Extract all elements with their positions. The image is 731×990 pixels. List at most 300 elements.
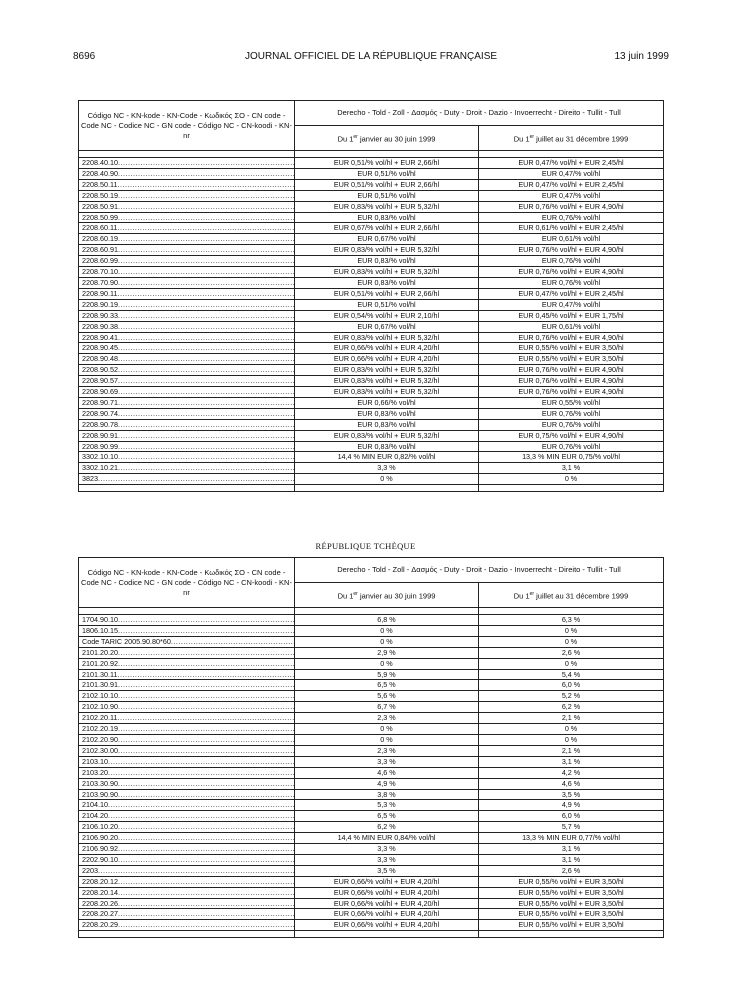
leader-dots [118,376,295,386]
duty-period-2-cell: EUR 0,76/% vol/hl + EUR 4,90/hl [479,245,664,256]
table-row [79,354,664,365]
duty-period-1-cell: 0 % [295,724,479,735]
table-row [79,702,664,713]
duty-period-2-cell: 6,0 % [479,680,664,691]
leader-dots [118,899,295,909]
table-row [79,212,664,223]
table-row [79,234,664,245]
leader-dots [98,866,295,876]
cn-code-cell: 2208.90.91..... [79,430,295,441]
duty-period-2-cell: 5,7 % [479,822,664,833]
cn-code-cell: 2208.70.10..... [79,267,295,278]
cn-code-cell: 2103.90.90..... [79,789,295,800]
duty-period-2-cell: EUR 0,55/% vol/hl + EUR 3,50/hl [479,876,664,887]
leader-dots [118,245,295,255]
duty-period-1-cell: 0 % [295,474,479,485]
duty-period-1-cell: EUR 0,83/% vol/hl [295,419,479,430]
duty-period-1-cell: 3,3 % [295,463,479,474]
duty-period-2-cell: EUR 0,76/% vol/hl [479,408,664,419]
duty-period-2-cell: EUR 0,76/% vol/hl + EUR 4,90/hl [479,201,664,212]
cn-code-cell: 1704.90.10..... [79,615,295,626]
leader-dots [118,387,295,397]
duty-period-1-cell: 5,9 % [295,669,479,680]
cn-code-cell: 2208.90.11..... [79,288,295,299]
cn-code-cell: 2208.90.74..... [79,408,295,419]
leader-dots [108,811,295,821]
cn-code-cell: 2104.20..... [79,811,295,822]
cn-code-cell: 2208.90.41..... [79,332,295,343]
cn-code-cell: 2208.50.11..... [79,179,295,190]
table-row [79,854,664,865]
duty-period-1-cell: EUR 0,83/% vol/hl + EUR 5,32/hl [295,267,479,278]
duty-period-2-cell: EUR 0,47/% vol/hl [479,168,664,179]
duty-period-2-cell: 2,1 % [479,713,664,724]
duty-period-1-cell: EUR 0,66/% vol/hl + EUR 4,20/hl [295,909,479,920]
duty-period-1-cell: 2,9 % [295,647,479,658]
duty-period-2-cell: EUR 0,45/% vol/hl + EUR 1,75/hl [479,310,664,321]
issue-date: 13 juin 1999 [614,51,669,62]
duty-column-header: Derecho - Told - Zoll - Δασμός - Duty - Droit - Dazio - Invoerrecht - Direito - Tullit - Tull [295,101,664,126]
page-number: 8696 [73,51,96,62]
duty-period-2-cell: 4,6 % [479,778,664,789]
table-row [79,713,664,724]
table-row [79,734,664,745]
duty-period-1-cell: 6,5 % [295,811,479,822]
duty-period-1-cell: EUR 0,51/% vol/hl + EUR 2,66/hl [295,179,479,190]
duty-period-1-cell: EUR 0,83/% vol/hl + EUR 5,32/hl [295,201,479,212]
duty-period-2-cell: 4,2 % [479,767,664,778]
duty-period-1-cell: 0 % [295,625,479,636]
leader-dots [118,463,295,473]
table-row [79,669,664,680]
duty-period-1-cell: EUR 0,83/% vol/hl [295,212,479,223]
leader-dots [117,670,294,680]
duty-period-2-cell: 0 % [479,474,664,485]
leader-dots [118,278,295,288]
table-row [79,625,664,636]
duty-period-2-cell: 0 % [479,625,664,636]
duty-period-1-cell: EUR 0,67/% vol/hl + EUR 2,66/hl [295,223,479,234]
leader-dots [118,256,295,266]
duty-period-2-cell: 0 % [479,724,664,735]
leader-dots [118,659,295,669]
duty-period-2-cell: EUR 0,76/% vol/hl + EUR 4,90/hl [479,387,664,398]
duty-period-2-cell: 2,6 % [479,647,664,658]
table-row [79,898,664,909]
leader-dots [118,420,295,430]
table-row [79,299,664,310]
leader-dots [118,888,295,898]
duty-column-header: Derecho - Told - Zoll - Δασμός - Duty - Droit - Dazio - Invoerrecht - Direito - Tullit - Tull [295,558,664,583]
cn-code-cell: 2106.10.20..... [79,822,295,833]
cn-code-cell: 2208.90.38..... [79,321,295,332]
table-row [79,376,664,387]
cn-code-cell: 2208.20.29..... [79,920,295,931]
duty-period-2-cell: 0 % [479,734,664,745]
leader-dots [118,790,295,800]
leader-dots [118,724,295,734]
cn-code-cell: 2102.20.90..... [79,734,295,745]
duty-period-2-cell: 2,6 % [479,865,664,876]
cn-code-cell: 3302.10.10..... [79,452,295,463]
duty-period-2-cell: EUR 0,55/% vol/hl + EUR 3,50/hl [479,898,664,909]
table-row [79,756,664,767]
cn-code-cell: 1806.10.15..... [79,625,295,636]
duty-period-2-cell: 3,1 % [479,463,664,474]
duty-period-2-cell: EUR 0,76/% vol/hl + EUR 4,90/hl [479,376,664,387]
duty-period-1-cell: EUR 0,83/% vol/hl + EUR 5,32/hl [295,387,479,398]
duty-period-2-cell: EUR 0,76/% vol/hl + EUR 4,90/hl [479,365,664,376]
duty-period-1-cell: EUR 0,83/% vol/hl + EUR 5,32/hl [295,365,479,376]
duty-period-1-cell: EUR 0,83/% vol/hl [295,256,479,267]
duty-period-1-cell: EUR 0,51/% vol/hl [295,299,479,310]
duty-period-2-cell: 13,3 % MIN EUR 0,77/% vol/hl [479,833,664,844]
table-row [79,658,664,669]
page-header [73,51,669,65]
cn-code-cell: 2103.20..... [79,767,295,778]
duty-period-2-cell: 3,1 % [479,756,664,767]
table-row [79,430,664,441]
table-row [79,201,664,212]
duty-period-2-cell: 3,1 % [479,844,664,855]
leader-dots [108,800,295,810]
table-row [79,474,664,485]
cn-code-cell: 2203..... [79,865,295,876]
cn-code-cell: 2208.90.45..... [79,343,295,354]
duty-period-1-cell: EUR 0,66/% vol/hl + EUR 4,20/hl [295,354,479,365]
cn-code-cell: 2208.90.71..... [79,397,295,408]
leader-dots [117,223,294,233]
duty-period-2-cell: EUR 0,76/% vol/hl [479,256,664,267]
leader-dots [118,202,295,212]
duty-period-1-cell: 4,9 % [295,778,479,789]
cn-code-cell: 2208.70.90..... [79,277,295,288]
duty-period-1-cell: 0 % [295,734,479,745]
leader-dots [118,626,295,636]
table-2-clip [0,555,731,952]
duty-period-1-cell: 6,7 % [295,702,479,713]
period-1-header: Du 1er janvier au 30 juin 1999 [295,583,479,608]
duty-period-2-cell: EUR 0,76/% vol/hl [479,419,664,430]
table-row [79,724,664,735]
duty-period-2-cell: EUR 0,55/% vol/hl + EUR 3,50/hl [479,887,664,898]
duty-period-1-cell: EUR 0,51/% vol/hl [295,168,479,179]
duty-period-1-cell: 6,5 % [295,680,479,691]
duty-period-2-cell: EUR 0,76/% vol/hl [479,441,664,452]
cn-code-cell: 2101.20.92..... [79,658,295,669]
duty-period-1-cell: 5,6 % [295,691,479,702]
table-row [79,691,664,702]
duty-period-1-cell: EUR 0,67/% vol/hl [295,321,479,332]
leader-dots [118,431,295,441]
cn-code-cell: 2102.10.10..... [79,691,295,702]
table-row [79,190,664,201]
cn-code-cell: 2106.90.20..... [79,833,295,844]
leader-dots [118,779,295,789]
duty-period-2-cell: 6,3 % [479,615,664,626]
table-row [79,844,664,855]
table-row [79,745,664,756]
duty-period-1-cell: 6,8 % [295,615,479,626]
duty-period-2-cell: EUR 0,47/% vol/hl + EUR 2,45/hl [479,288,664,299]
table-row [79,636,664,647]
duty-period-2-cell: 6,0 % [479,811,664,822]
table-row [79,800,664,811]
duty-period-1-cell: EUR 0,83/% vol/hl + EUR 5,32/hl [295,376,479,387]
cn-code-cell: 3823..... [79,474,295,485]
leader-dots [118,234,295,244]
duty-period-2-cell: EUR 0,61/% vol/hl + EUR 2,45/hl [479,223,664,234]
duty-period-1-cell: EUR 0,51/% vol/hl [295,190,479,201]
duty-period-1-cell: EUR 0,83/% vol/hl [295,277,479,288]
table-row [79,168,664,179]
duty-period-2-cell: 4,9 % [479,800,664,811]
duty-period-1-cell: EUR 0,83/% vol/hl + EUR 5,32/hl [295,332,479,343]
duty-period-1-cell: 3,3 % [295,844,479,855]
leader-dots [118,822,295,832]
duty-period-1-cell: 0 % [295,658,479,669]
leader-dots [108,768,295,778]
duty-period-2-cell: 5,2 % [479,691,664,702]
duty-period-1-cell: 6,2 % [295,822,479,833]
cn-code-cell: 2208.50.99..... [79,212,295,223]
duty-period-2-cell: EUR 0,76/% vol/hl + EUR 4,90/hl [479,267,664,278]
cn-code-cell: 2102.10.90..... [79,702,295,713]
leader-dots [118,442,295,452]
duty-period-2-cell: EUR 0,61/% vol/hl [479,234,664,245]
duty-period-1-cell: 4,6 % [295,767,479,778]
duty-period-1-cell: 14,4 % MIN EUR 0,84/% vol/hl [295,833,479,844]
cn-code-cell: 2102.20.11..... [79,713,295,724]
duty-period-2-cell: EUR 0,47/% vol/hl [479,190,664,201]
table-row [79,833,664,844]
code-column-header: Código NC - KN-kode - KN-Code - Κωδικός ΣΟ - CN code - Code NC - Codice NC - GN code - Código NC - CN-koodi - KN-nr [79,101,295,151]
table-row [79,452,664,463]
duty-period-1-cell: EUR 0,51/% vol/hl + EUR 2,66/hl [295,158,479,169]
duty-period-2-cell: 5,4 % [479,669,664,680]
leader-dots [118,680,295,690]
leader-dots [118,409,295,419]
leader-dots [118,267,295,277]
cn-code-cell: 2208.40.10..... [79,158,295,169]
table-row [79,277,664,288]
leader-dots [118,746,295,756]
duty-period-2-cell: EUR 0,76/% vol/hl + EUR 4,90/hl [479,332,664,343]
leader-dots [108,757,295,767]
table-1-body [79,151,664,492]
cn-code-cell: 2208.90.57..... [79,376,295,387]
table-row [79,158,664,169]
cn-code-cell: 2208.40.90..... [79,168,295,179]
leader-dots [98,474,295,484]
leader-dots [117,713,294,723]
duty-period-2-cell: EUR 0,55/% vol/hl + EUR 3,50/hl [479,920,664,931]
table-row [79,811,664,822]
cn-code-cell: 2208.90.33..... [79,310,295,321]
duty-period-2-cell: EUR 0,55/% vol/hl [479,397,664,408]
table-row [79,680,664,691]
table-row [79,789,664,800]
duty-period-1-cell: EUR 0,83/% vol/hl + EUR 5,32/hl [295,245,479,256]
leader-dots [118,300,295,310]
leader-dots [118,158,295,168]
table-2-body [79,608,664,938]
cn-code-cell: 2208.60.99..... [79,256,295,267]
table-row [79,267,664,278]
table-row [79,332,664,343]
table-row [79,397,664,408]
duty-period-1-cell: 3,3 % [295,756,479,767]
duty-period-2-cell: 3,5 % [479,789,664,800]
cn-code-cell: 2102.30.00..... [79,745,295,756]
table-row [79,647,664,658]
duty-period-2-cell: EUR 0,76/% vol/hl [479,212,664,223]
duty-period-2-cell: EUR 0,47/% vol/hl [479,299,664,310]
cn-code-cell: 2208.90.78..... [79,419,295,430]
cn-code-cell: 2208.20.26..... [79,898,295,909]
table-row [79,310,664,321]
cn-code-cell: Code TARIC 2005.90.80*60..... [79,636,295,647]
table-row [79,920,664,931]
leader-dots [118,213,295,223]
duty-period-1-cell: 2,3 % [295,713,479,724]
cn-code-cell: 2208.20.27..... [79,909,295,920]
period-2-header: Du 1er juillet au 31 décembre 1999 [479,583,664,608]
duty-period-2-cell: 0 % [479,658,664,669]
table-row [79,256,664,267]
duty-period-1-cell: 14,4 % MIN EUR 0,82/% vol/hl [295,452,479,463]
table-row [79,767,664,778]
duty-period-2-cell: EUR 0,47/% vol/hl + EUR 2,45/hl [479,158,664,169]
cn-code-cell: 2103.30.90..... [79,778,295,789]
leader-dots [118,322,295,332]
leader-dots [117,180,294,190]
cn-code-cell: 2202.90.10..... [79,854,295,865]
leader-dots [118,877,295,887]
table-row [79,463,664,474]
duty-period-1-cell: EUR 0,66/% vol/hl [295,397,479,408]
leader-dots [118,354,295,364]
duty-period-2-cell: 2,1 % [479,745,664,756]
cn-code-cell: 2103.10..... [79,756,295,767]
cn-code-cell: 2104.10..... [79,800,295,811]
cn-code-cell: 2208.60.91..... [79,245,295,256]
table-row [79,909,664,920]
table-row [79,865,664,876]
cn-code-cell: 2106.90.92..... [79,844,295,855]
duty-period-2-cell: EUR 0,75/% vol/hl + EUR 4,90/hl [479,430,664,441]
cn-code-cell: 2101.20.20..... [79,647,295,658]
cn-code-cell: 2208.20.12..... [79,876,295,887]
cn-code-cell: 2208.50.19..... [79,190,295,201]
leader-dots [118,735,295,745]
table-row [79,419,664,430]
duty-period-1-cell: EUR 0,83/% vol/hl [295,408,479,419]
table-row [79,441,664,452]
duty-period-2-cell: EUR 0,55/% vol/hl + EUR 3,50/hl [479,354,664,365]
leader-dots [118,844,295,854]
cn-code-cell: 3302.10.21..... [79,463,295,474]
leader-dots [118,365,295,375]
cn-code-cell: 2208.90.48..... [79,354,295,365]
duty-period-2-cell: EUR 0,76/% vol/hl [479,277,664,288]
code-column-header: Código NC - KN-kode - KN-Code - Κωδικός ΣΟ - CN code - Code NC - Codice NC - GN code - Código NC - CN-koodi - KN-nr [79,558,295,608]
table-row [79,408,664,419]
period-2-header: Du 1er juillet au 31 décembre 1999 [479,126,664,151]
duty-period-1-cell: 3,3 % [295,854,479,865]
tariff-table-2 [78,557,664,938]
cn-code-cell: 2208.90.99..... [79,441,295,452]
leader-dots [118,920,295,930]
table-row [79,822,664,833]
cn-code-cell: 2101.30.91..... [79,680,295,691]
duty-period-2-cell: 3,1 % [479,854,664,865]
leader-dots [118,311,295,321]
journal-title: JOURNAL OFFICIEL DE LA RÉPUBLIQUE FRANÇAISE [244,51,498,62]
duty-period-1-cell: 3,5 % [295,865,479,876]
duty-period-1-cell: 3,8 % [295,789,479,800]
leader-dots [118,169,295,179]
leader-dots [117,289,294,299]
leader-dots [118,452,295,462]
duty-period-1-cell: EUR 0,83/% vol/hl [295,441,479,452]
cn-code-cell: 2208.60.19..... [79,234,295,245]
duty-period-2-cell: EUR 0,55/% vol/hl + EUR 3,50/hl [479,343,664,354]
cn-code-cell: 2208.50.91..... [79,201,295,212]
duty-period-1-cell: EUR 0,54/% vol/hl + EUR 2,10/hl [295,310,479,321]
cn-code-cell: 2208.90.19..... [79,299,295,310]
cn-code-cell: 2102.20.19..... [79,724,295,735]
table-row [79,387,664,398]
duty-period-2-cell: 6,2 % [479,702,664,713]
leader-dots [118,615,295,625]
table-row [79,365,664,376]
cn-code-cell: 2101.30.11..... [79,669,295,680]
table-row [79,615,664,626]
duty-period-2-cell: 0 % [479,636,664,647]
duty-period-1-cell: 0 % [295,636,479,647]
cn-code-cell: 2208.20.14..... [79,887,295,898]
leader-dots [118,648,295,658]
duty-period-1-cell: EUR 0,66/% vol/hl + EUR 4,20/hl [295,920,479,931]
leader-dots [118,398,295,408]
section-title: RÉPUBLIQUE TCHÈQUE [315,541,416,551]
duty-period-1-cell: EUR 0,66/% vol/hl + EUR 4,20/hl [295,876,479,887]
duty-period-2-cell: EUR 0,47/% vol/hl + EUR 2,45/hl [479,179,664,190]
duty-period-2-cell: EUR 0,55/% vol/hl + EUR 3,50/hl [479,909,664,920]
duty-period-1-cell: EUR 0,67/% vol/hl [295,234,479,245]
table-row [79,343,664,354]
table-row [79,778,664,789]
duty-period-1-cell: EUR 0,51/% vol/hl + EUR 2,66/hl [295,288,479,299]
leader-dots [118,691,295,701]
table-row [79,223,664,234]
leader-dots [118,833,295,843]
duty-period-2-cell: EUR 0,61/% vol/hl [479,321,664,332]
duty-period-1-cell: 2,3 % [295,745,479,756]
cn-code-cell: 2208.90.52..... [79,365,295,376]
tariff-table-1 [78,100,664,492]
table-row [79,288,664,299]
duty-period-2-cell: 13,3 % MIN EUR 0,75/% vol/hl [479,452,664,463]
duty-period-1-cell: EUR 0,66/% vol/hl + EUR 4,20/hl [295,898,479,909]
leader-dots [118,191,295,201]
table-row [79,887,664,898]
duty-period-1-cell: EUR 0,66/% vol/hl + EUR 4,20/hl [295,887,479,898]
leader-dots [171,637,295,647]
table-row [79,179,664,190]
cn-code-cell: 2208.90.69..... [79,387,295,398]
